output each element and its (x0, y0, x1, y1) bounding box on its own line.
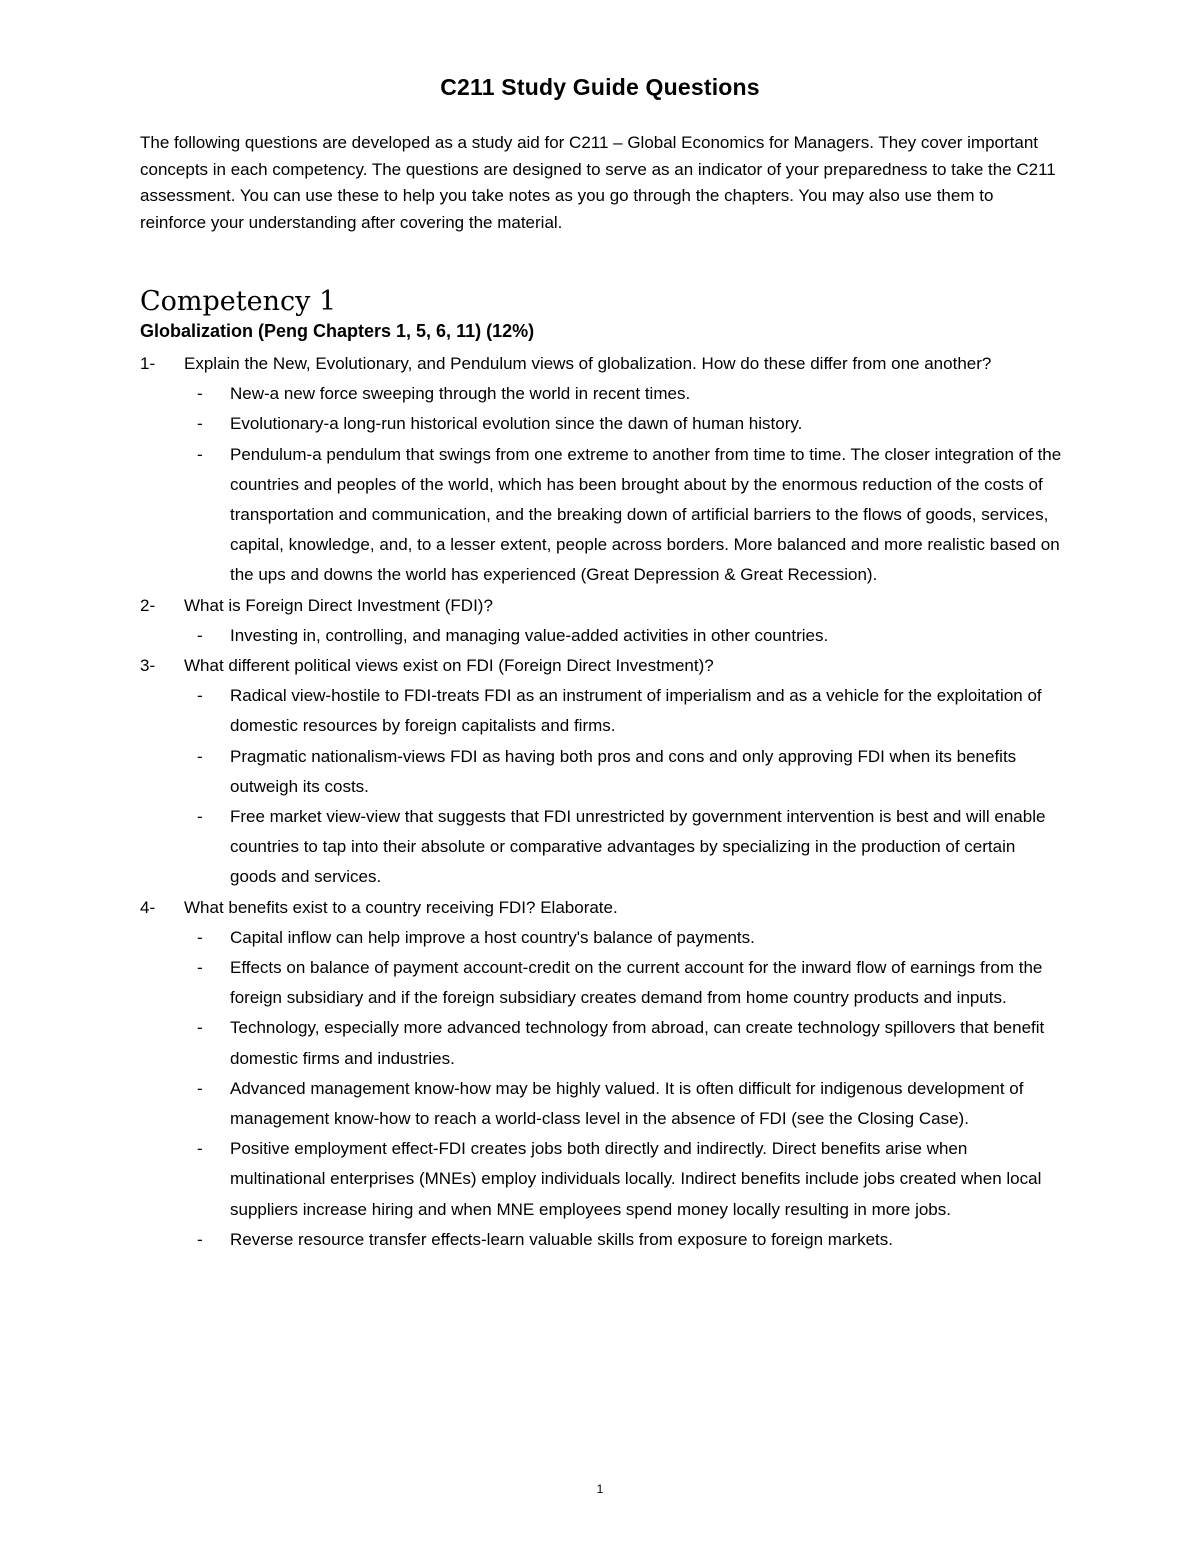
competency-subheading: Globalization (Peng Chapters 1, 5, 6, 11) (12%) (140, 321, 535, 341)
answer-text: Evolutionary-a long-run historical evolution since the dawn of human history. (230, 414, 803, 434)
question-text: What benefits exist to a country receiving FDI? Elaborate. (184, 897, 618, 917)
bullet-dash: - (197, 746, 203, 766)
answer-text: Free market view-view that suggests that FDI unrestricted by government intervention is best and will enable countries to tap into their absolute or comparative advantages by specializing in the production of certain goods and services. (230, 807, 1046, 887)
question-number: 2- (140, 595, 156, 615)
bullet-dash: - (197, 384, 203, 404)
answer-item (140, 953, 1065, 1013)
bullet-dash: - (197, 807, 203, 827)
page-number: 1 (596, 1482, 604, 1496)
question-item (140, 349, 1065, 379)
answer-text: Pendulum-a pendulum that swings from one extreme to another from time to time. The closer integration of the countries and peoples of the world, which has been brought about by the enormous reduction of the costs of transportation and communication, and the breaking down of artificial barriers to the flows of goods, services, capital, knowledge, and, to a lesser extent, people across borders. More balanced and more realistic based on the ups and downs the world has experienced (Great Depression & Great Recession). (230, 444, 1062, 585)
answer-item (140, 742, 1065, 802)
answer-text: Reverse resource transfer effects-learn valuable skills from exposure to foreign markets. (230, 1229, 893, 1249)
answer-item (140, 1013, 1065, 1073)
bullet-dash: - (197, 625, 203, 645)
intro-paragraph (140, 130, 1060, 236)
question-text: What different political views exist on FDI (Foreign Direct Investment)? (184, 656, 714, 676)
document-title: C211 Study Guide Questions (440, 74, 760, 100)
answer-item (140, 379, 1065, 409)
answer-text: Advanced management know-how may be highly valued. It is often difficult for indigenous development of management know-how to reach a world-class level in the absence of FDI (see the Closing Case). (230, 1078, 1024, 1129)
bullet-dash: - (197, 927, 203, 947)
question-item (140, 893, 1065, 923)
question-item (140, 651, 1065, 681)
bullet-dash: - (197, 1139, 203, 1159)
question-number: 3- (140, 656, 156, 676)
answer-item (140, 1134, 1065, 1225)
answer-text: Effects on balance of payment account-credit on the current account for the inward flow of earnings from the foreign subsidiary and if the foreign subsidiary creates demand from home country products and inputs. (230, 958, 1043, 1008)
question-number: 4- (140, 897, 156, 917)
answer-item (140, 1074, 1065, 1134)
bullet-dash: - (197, 1229, 203, 1249)
bullet-dash: - (197, 1078, 203, 1098)
answer-item (140, 681, 1065, 741)
answer-item (140, 802, 1065, 893)
bullet-dash: - (197, 686, 203, 706)
competency-heading: Competency 1 (140, 286, 337, 317)
bullet-dash: - (197, 444, 203, 464)
answer-item (140, 440, 1065, 591)
bullet-dash: - (197, 414, 203, 434)
answer-text: Investing in, controlling, and managing value-added activities in other countries. (230, 625, 829, 645)
question-list (140, 349, 1065, 1255)
answer-text: Radical view-hostile to FDI-treats FDI as an instrument of imperialism and as a vehicle for the exploitation of domestic resources by foreign capitalists and firms. (230, 686, 1042, 736)
answer-text: New-a new force sweeping through the world in recent times. (230, 384, 691, 404)
answer-text: Capital inflow can help improve a host country's balance of payments. (230, 927, 755, 947)
bullet-dash: - (197, 958, 203, 978)
question-item (140, 591, 1065, 621)
answer-text: Technology, especially more advanced technology from abroad, can create technology spillovers that benefit domestic firms and industries. (230, 1018, 1045, 1068)
answer-item (140, 923, 1065, 953)
answer-item (140, 409, 1065, 439)
answer-item (140, 1225, 1065, 1255)
question-text: Explain the New, Evolutionary, and Pendulum views of globalization. How do these differ from one another? (184, 354, 992, 373)
question-text: What is Foreign Direct Investment (FDI)? (184, 595, 493, 615)
answer-text: Positive employment effect-FDI creates jobs both directly and indirectly. Direct benefits arise when multinational enterprises (MNEs) employ individuals locally. Indirect benefits include jobs created when local suppliers increase hiring and when MNE employees spend money locally resulting in more jobs. (230, 1139, 1042, 1219)
answer-item (140, 621, 1065, 651)
bullet-dash: - (197, 1018, 203, 1038)
question-number: 1- (140, 354, 156, 373)
answer-text: Pragmatic nationalism-views FDI as having both pros and cons and only approving FDI when its benefits outweigh its costs. (230, 746, 1017, 796)
intro-text: The following questions are developed as a study aid for C211 – Global Economics for Managers. They cover important concepts in each competency. The questions are designed to serve as an indicator of your preparedness to take the C211 assessment. You can use these to help you take notes as you go through the chapters. You may also use them to reinforce your understanding after covering the material. (140, 133, 1056, 232)
